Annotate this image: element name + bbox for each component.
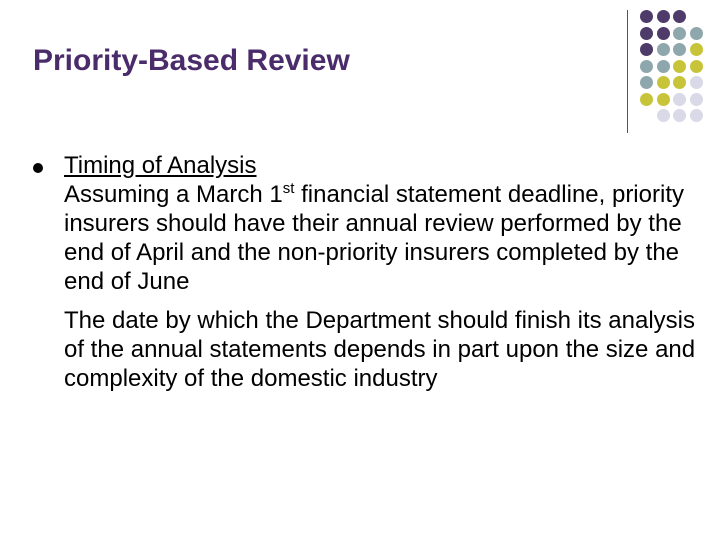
decorative-dot (690, 60, 703, 73)
bullet-paragraph-2: The date by which the Department should finish its analysis of the annual statements depends in part upon the size and complexity of the domestic industry (64, 307, 696, 392)
decorative-dot (690, 109, 703, 122)
decorative-dot (640, 60, 653, 73)
para1-text-end: financial statement deadline, priority insurers should have their annual review performed by the end of April and the non-priority insurers completed by the end of June (64, 181, 684, 295)
decorative-dot (673, 76, 686, 89)
bullet-marker-icon (33, 163, 43, 173)
decorative-dot (640, 76, 653, 89)
decorative-dot (673, 60, 686, 73)
bullet-paragraph-1 (64, 180, 704, 296)
decorative-dot (673, 109, 686, 122)
decorative-dot (657, 43, 670, 56)
decorative-dot (640, 27, 653, 40)
decorative-dot (690, 27, 703, 40)
decorative-dot (657, 76, 670, 89)
decorative-dot (640, 93, 653, 106)
decorative-dot (640, 10, 653, 23)
decorative-dot (690, 76, 703, 89)
slide-body (64, 151, 704, 393)
decorative-dot (673, 10, 686, 23)
decorative-dot-grid (636, 10, 720, 130)
decorative-dot (657, 27, 670, 40)
para1-superscript: st (282, 180, 295, 197)
bullet-heading: Timing of Analysis (64, 152, 257, 179)
decorative-dot (673, 93, 686, 106)
slide-title: Priority-Based Review (33, 44, 350, 77)
decorative-dot (673, 43, 686, 56)
decorative-dot (657, 109, 670, 122)
decorative-dot (673, 27, 686, 40)
decorative-dot (690, 93, 703, 106)
decorative-dot (657, 93, 670, 106)
header-divider-line (627, 10, 628, 133)
decorative-dot (657, 10, 670, 23)
decorative-dot (690, 43, 703, 56)
decorative-dot (640, 43, 653, 56)
decorative-dot (657, 60, 670, 73)
para1-text-start: Assuming a March 1 (64, 181, 283, 208)
